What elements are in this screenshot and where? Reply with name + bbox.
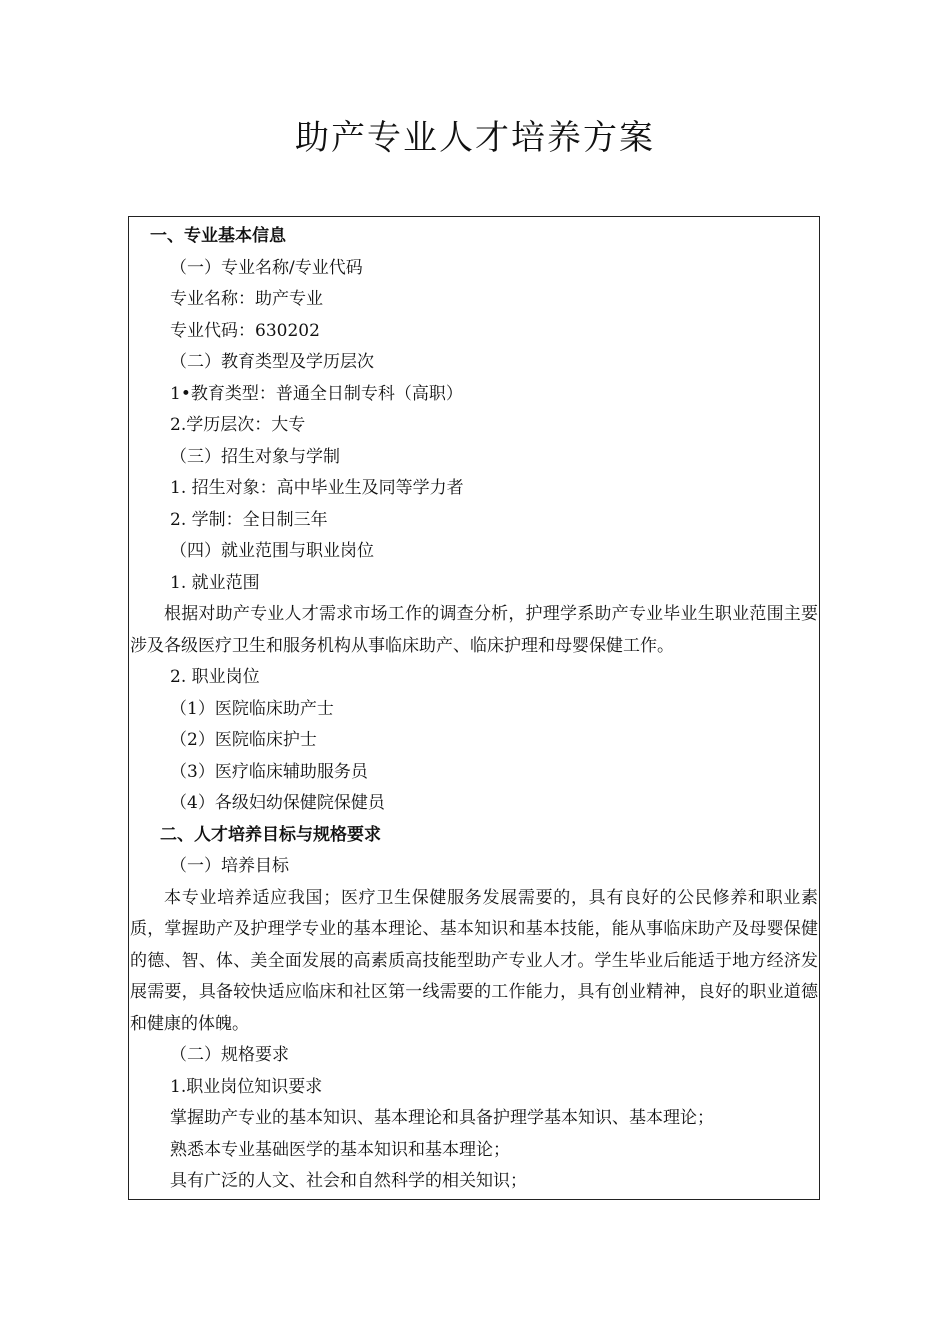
subsection-heading: （二）教育类型及学历层次 — [170, 352, 374, 372]
text-line: 专业代码：630202 — [170, 320, 320, 341]
text-line: 1. 就业范围 — [170, 572, 260, 593]
text-line: 掌握助产专业的基本知识、基本理论和具备护理学基本知识、基本理论； — [170, 1108, 714, 1128]
subsection-heading: （三）招生对象与学制 — [170, 446, 340, 467]
paragraph-training-goal: 本专业培养适应我国；医疗卫生保健服务发展需要的，具有良好的公民修养和职业素质，掌握助产及护理学专业的基本理论、基本知识和基本技能，能从事临床助产及母婴保健的德、智、体、美全面发展的高素质高技能型助产专业人才。学生毕业后能适于地方经济发展需要，具备较快适应临床和社区第一线需要的工作能力，具有创业精神，良好的职业道德和健康的体魄。 — [130, 887, 818, 1034]
paragraph-employment-scope: 根据对助产专业人才需求市场工作的调查分析，护理学系助产专业毕业生职业范围主要涉及各级医疗卫生和服务机构从事临床助产、临床护理和母婴保健工作。 — [130, 604, 818, 656]
section-heading-basic-info: 一、专业基本信息 — [150, 226, 286, 246]
text-line: 熟悉本专业基础医学的基本知识和基本理论； — [170, 1139, 510, 1160]
subsection-heading: （二）规格要求 — [170, 1045, 289, 1065]
text-line: 1. 招生对象：高中毕业生及同等学力者 — [170, 478, 464, 498]
subsection-heading: （一）培养目标 — [170, 856, 289, 876]
section-heading-goals: 二、人才培养目标与规格要求 — [160, 824, 381, 845]
text-line: 具有广泛的人文、社会和自然科学的相关知识； — [170, 1171, 527, 1191]
text-line: 2.学历层次：大专 — [170, 415, 306, 435]
page-title: 助产专业人才培养方案 — [295, 118, 655, 158]
list-item: （1）医院临床助产士 — [170, 698, 334, 719]
text-line: 2. 学制：全日制三年 — [170, 509, 328, 530]
document-body — [130, 221, 820, 1198]
text-line: 专业名称：助产专业 — [170, 289, 323, 309]
subsection-heading: （四）就业范围与职业岗位 — [170, 541, 374, 561]
text-line: 1•教育类型：普通全日制专科（高职） — [170, 383, 463, 404]
list-item: （4）各级妇幼保健院保健员 — [170, 793, 385, 813]
list-item: （3）医疗临床辅助服务员 — [170, 761, 368, 782]
subsection-heading: （一）专业名称/专业代码 — [170, 257, 363, 278]
list-item: （2）医院临床护士 — [170, 730, 317, 750]
content-box — [128, 216, 820, 1200]
text-line: 2. 职业岗位 — [170, 667, 260, 687]
text-line: 1.职业岗位知识要求 — [170, 1076, 323, 1097]
